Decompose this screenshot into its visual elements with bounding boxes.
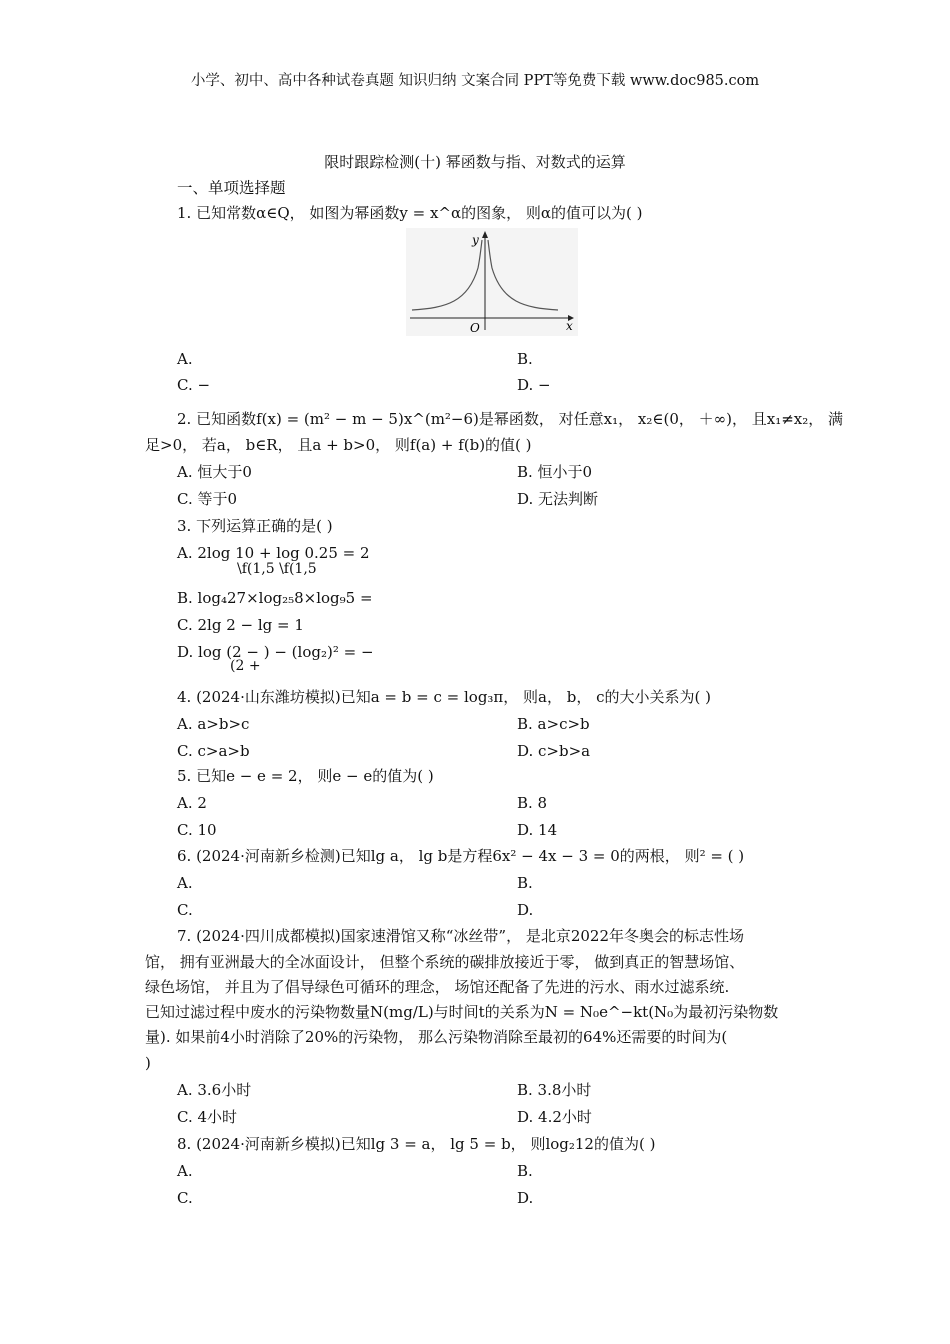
question-7-line-2: 馆， 拥有亚洲最大的全冰面设计， 但整个系统的碳排放接近于零， 做到真正的智慧场馆、 — [145, 953, 745, 971]
question-7-option-b[interactable]: B. 3.8小时 — [517, 1081, 592, 1099]
question-2-option-a[interactable]: A. 恒大于0 — [177, 463, 252, 481]
graph-origin-label: O — [470, 321, 480, 335]
question-3-stem: 3. 下列运算正确的是( ) — [177, 517, 333, 535]
question-5-stem: 5. 已知e − e = 2， 则e − e的值为( ) — [177, 767, 434, 785]
question-6-option-c[interactable]: C. — [177, 901, 193, 919]
question-4-option-d[interactable]: D. c>b>a — [517, 742, 591, 760]
question-8-option-a[interactable]: A. — [177, 1162, 193, 1180]
question-7-line-5: 量). 如果前4小时消除了20%的污染物， 那么污染物消除至最初的64%还需要的时间为( — [145, 1028, 728, 1046]
question-8-option-d[interactable]: D. — [517, 1189, 534, 1207]
question-8-stem: 8. (2024·河南新乡模拟)已知lg 3 = a， lg 5 = b， 则log₂12的值为( ) — [177, 1135, 656, 1153]
question-3-option-a-subscript: \f(1,5 \f(1,5 — [237, 561, 317, 577]
graph-x-label: x — [566, 319, 573, 333]
question-8-option-c[interactable]: C. — [177, 1189, 193, 1207]
question-6-option-a[interactable]: A. — [177, 874, 193, 892]
question-1-option-b[interactable]: B. — [517, 350, 533, 368]
question-2-line-1: 2. 已知函数f(x) = (m² − m − 5)x^(m²−6)是幂函数， 对任意x₁， x₂∈(0， ＋∞)， 且x₁≠x₂， 满 — [177, 410, 844, 428]
question-5-option-d[interactable]: D. 14 — [517, 821, 558, 839]
question-2-option-b[interactable]: B. 恒小于0 — [517, 463, 593, 481]
power-function-graph — [406, 228, 578, 336]
question-3-option-d-subscript: (2 + — [230, 658, 261, 674]
question-2-line-2: 足>0， 若a， b∈R， 且a + b>0， 则f(a) + f(b)的值( ) — [145, 436, 532, 454]
question-5-option-c[interactable]: C. 10 — [177, 821, 217, 839]
question-7-line-1: 7. (2024·四川成都模拟)国家速滑馆又称“冰丝带”， 是北京2022年冬奥会的标志性场 — [177, 927, 745, 945]
page-header: 小学、初中、高中各种试卷真题 知识归纳 文案合同 PPT等免费下载 www.doc985.com — [190, 73, 760, 89]
question-6-stem: 6. (2024·河南新乡检测)已知lg a， lg b是方程6x² − 4x − 3 = 0的两根， 则² = ( ) — [177, 847, 745, 865]
question-6-option-d[interactable]: D. — [517, 901, 534, 919]
question-3-option-a[interactable]: A. 2log 10 + log 0.25 = 2 — [177, 544, 370, 562]
question-7-line-4: 已知过滤过程中废水的污染物数量N(mg/L)与时间t的关系为N = N₀e^−kt(N₀为最初污染物数 — [145, 1003, 779, 1021]
question-3-option-b[interactable]: B. log₄27×log₂₅8×log₉5 = — [177, 589, 373, 607]
question-7-option-c[interactable]: C. 4小时 — [177, 1108, 238, 1126]
question-2-option-d[interactable]: D. 无法判断 — [517, 490, 599, 508]
question-2-option-c[interactable]: C. 等于0 — [177, 490, 238, 508]
question-4-option-a[interactable]: A. a>b>c — [177, 715, 250, 733]
question-4-option-b[interactable]: B. a>c>b — [517, 715, 590, 733]
question-4-stem: 4. (2024·山东潍坊模拟)已知a = b = c = log₃π， 则a， b， c的大小关系为( ) — [177, 688, 712, 706]
question-5-option-a[interactable]: A. 2 — [177, 794, 207, 812]
question-6-option-b[interactable]: B. — [517, 874, 533, 892]
question-8-option-b[interactable]: B. — [517, 1162, 533, 1180]
question-4-option-c[interactable]: C. c>a>b — [177, 742, 250, 760]
section-heading: 一、单项选择题 — [177, 179, 286, 197]
question-1-stem: 1. 已知常数α∈Q， 如图为幂函数y = x^α的图象， 则α的值可以为( ) — [177, 204, 643, 222]
question-7-line-3: 绿色场馆， 并且为了倡导绿色可循环的理念， 场馆还配备了先进的污水、雨水过滤系统. — [145, 978, 730, 996]
question-7-option-a[interactable]: A. 3.6小时 — [177, 1081, 252, 1099]
question-1-option-a[interactable]: A. — [177, 350, 193, 368]
question-1-option-d[interactable]: D. − — [517, 376, 551, 394]
question-3-option-d[interactable]: D. log (2 − ) − (log₂)² = − — [177, 643, 374, 661]
question-7-line-6: ) — [145, 1054, 151, 1072]
page-title: 限时跟踪检测(十) 幂函数与指、对数式的运算 — [324, 153, 626, 171]
question-3-option-c[interactable]: C. 2lg 2 − lg = 1 — [177, 616, 304, 634]
question-7-option-d[interactable]: D. 4.2小时 — [517, 1108, 592, 1126]
question-5-option-b[interactable]: B. 8 — [517, 794, 548, 812]
question-1-option-c[interactable]: C. − — [177, 376, 211, 394]
graph-y-label: y — [472, 233, 479, 247]
